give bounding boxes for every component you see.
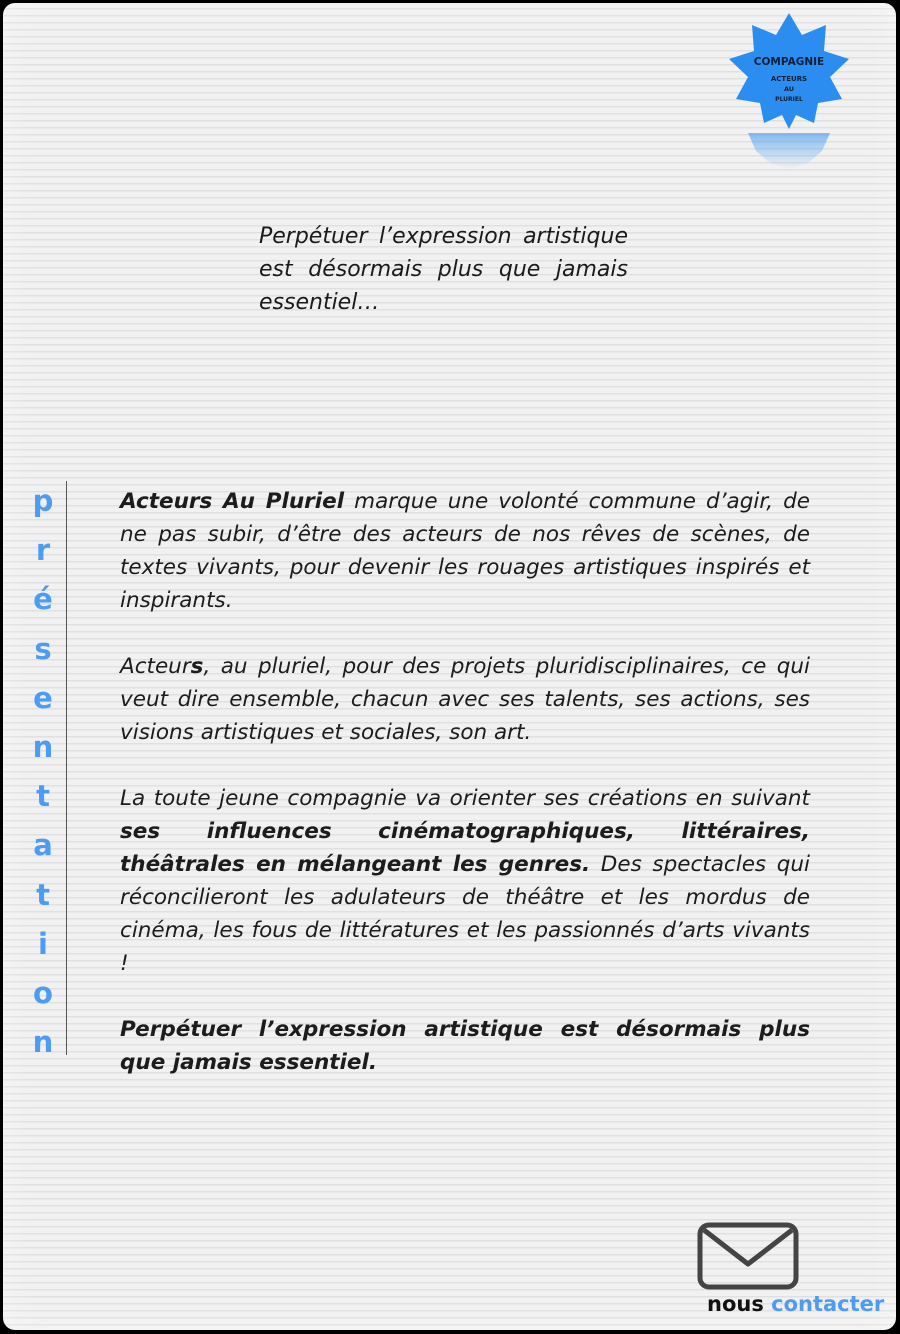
paragraph-plural [120, 650, 810, 749]
section-title-letter: n [32, 729, 54, 764]
vertical-divider [66, 481, 67, 1055]
section-title-letter: o [33, 975, 53, 1010]
envelope-icon[interactable] [697, 1222, 799, 1290]
paragraph-conclusion [120, 1013, 810, 1079]
section-title-letter: t [36, 877, 50, 912]
contact-word-contacter[interactable]: contacter [771, 1292, 885, 1316]
logo-text-3: AU [783, 85, 795, 93]
section-title-letter: r [35, 533, 51, 568]
paragraph-text: Des spectacles qui réconcilieront les adulateurs de théâtre et les mordus de cinéma, les fous de littératures et les passionnés d’arts vivants ! [120, 852, 810, 976]
company-name: Acteurs Au Pluriel [120, 489, 345, 514]
section-title-letter: e [33, 680, 53, 715]
paragraph-influences [120, 782, 810, 980]
section-title-letter: s [34, 631, 52, 666]
presentation-text [120, 485, 810, 1112]
logo-text-1: COMPAGNIE [753, 56, 825, 68]
influences-highlight: ses influences cinématographiques, littéraires, théâtrales en mélangeant les genres. [120, 819, 810, 877]
logo-star-shape [729, 13, 849, 129]
paragraph-intro [120, 485, 810, 617]
company-logo[interactable] [726, 11, 852, 171]
contact-word-nous[interactable]: nous [707, 1292, 764, 1316]
logo-reflection [748, 133, 830, 169]
section-title-letter: p [32, 484, 54, 518]
section-title-letter: é [33, 582, 53, 617]
section-title-letter: t [36, 779, 50, 814]
plural-s: s [190, 654, 204, 679]
logo-text-4: PLURIEL [775, 96, 803, 103]
section-title-vertical [23, 481, 63, 1071]
paragraph-text: marque une volonté commune d’agir, de ne pas subir, d’être des acteurs de nos rêves de scènes, de textes vivants, pour devenir les rouages artistiques inspirés et inspirants. [120, 489, 810, 613]
section-title-letter: i [38, 926, 48, 961]
tagline: Perpétuer l’expression artistique est désormais plus que jamais essentiel… [259, 224, 628, 315]
contact-link[interactable] [697, 1222, 885, 1322]
section-title-letter: a [33, 828, 53, 863]
page-background [3, 3, 896, 1330]
contact-label[interactable] [707, 1292, 884, 1316]
conclusion-highlight: Perpétuer l’expression artistique est désormais plus que jamais essentiel. [120, 1017, 810, 1075]
section-title-letter: n [32, 1025, 54, 1060]
paragraph-text: Acteur [120, 654, 191, 679]
logo-text-2: ACTEURS [770, 75, 808, 83]
paragraph-text: , au pluriel, pour des projets pluridisciplinaires, ce qui veut dire ensemble, chacun avec ses talents, ses actions, ses visions artistiques et sociales, son art. [120, 654, 810, 745]
paragraph-text: La toute jeune compagnie va orienter ses créations en suivant [120, 786, 810, 811]
